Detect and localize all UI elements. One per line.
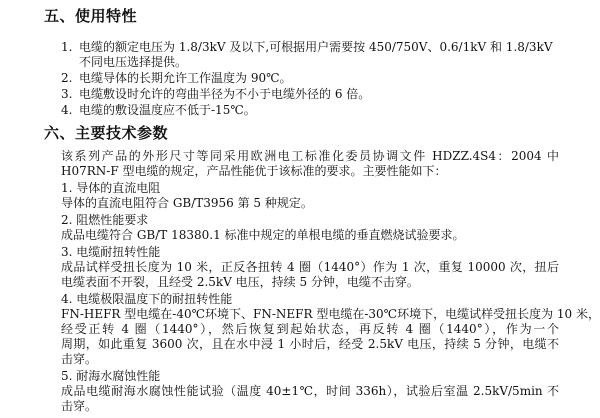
- section-5-item-1-line-2: 不同电压选择提供。: [79, 55, 188, 69]
- param-3-heading: 3. 电缆耐扭转性能: [61, 245, 161, 259]
- param-5-text-line-2: 击穿。: [61, 399, 98, 413]
- section-5-item-1-line-1: [61, 40, 553, 55]
- section-5-item-3: [61, 87, 370, 102]
- param-4-text-line-3: 周期，如此重复 3600 次，且在水中浸 1 小时后，经受 2.5kV 电压，持续 5 分钟，电缆不: [61, 337, 559, 351]
- item-text: 电缆的额定电压为 1.8/3kV 及以下,可根据用户需要按 450/750V、0.6/1kV 和 1.8/3kV: [79, 40, 553, 54]
- param-3-text-line-1: 成品试样受扭长度为 10 米，正反各扭转 4 圈（1440°）作为 1 次，重复 10000 次，扭后: [61, 260, 559, 274]
- param-4-text-line-2: 经受正转 4 圈（1440°），然后恢复到起始状态，再反转 4 圈（1440°），作为一个: [61, 322, 559, 336]
- param-5-text-line-1: 成品电缆耐海水腐蚀性能试验（温度 40±1℃，时间 336h），试验后室温 2.5kV/5min 不: [61, 384, 559, 398]
- item-text: 电缆的敷设温度应不低于-15℃。: [79, 103, 256, 117]
- param-4-text-line-1: FN-HEFR 型电缆在-40℃环境下、FN-NEFR 型电缆在-30℃环境下，电缆试样受扭长度为 10 米，: [61, 307, 600, 321]
- section-6-intro-line-1: 该系列产品的外形尺寸等同采用欧洲电工标准化委员协调文件 HDZZ.4S4：2004 中: [61, 149, 559, 163]
- param-4-heading: 4. 电缆极限温度下的耐扭转性能: [61, 292, 233, 306]
- param-2-text: 成品电缆符合 GB/T 18380.1 标准中规定的单根电缆的垂直燃烧试验要求。: [61, 228, 465, 242]
- item-text: 电缆导体的长期允许工作温度为 90℃。: [79, 71, 292, 85]
- item-number: 3.: [61, 87, 73, 101]
- section-5-item-2: [61, 71, 292, 86]
- section-5-heading: 五、使用特性: [44, 7, 138, 25]
- section-5-item-4: [61, 103, 256, 118]
- item-number: 4.: [61, 103, 73, 117]
- item-number: 1.: [61, 40, 73, 54]
- param-3-text-line-2: 电缆表面不开裂，且经受 2.5kV 电压，持续 5 分钟，电缆不击穿。: [61, 275, 419, 289]
- param-1-text: 导体的直流电阻符合 GB/T3956 第 5 种规定。: [61, 196, 313, 210]
- item-number: 2.: [61, 71, 73, 85]
- param-5-heading: 5. 耐海水腐蚀性能: [61, 369, 161, 383]
- section-6-intro-line-2: H07RN-F 型电缆的规定，产品性能优于该标准的要求。主要性能如下：: [61, 164, 447, 178]
- param-1-heading: 1. 导体的直流电阻: [61, 181, 161, 195]
- param-4-text-line-4: 击穿。: [61, 352, 98, 366]
- item-text: 电缆敷设时允许的弯曲半径为不小于电缆外径的 6 倍。: [79, 87, 371, 101]
- section-6-heading: 六、主要技术参数: [44, 124, 169, 142]
- param-2-heading: 2. 阻燃性能要求: [61, 213, 149, 227]
